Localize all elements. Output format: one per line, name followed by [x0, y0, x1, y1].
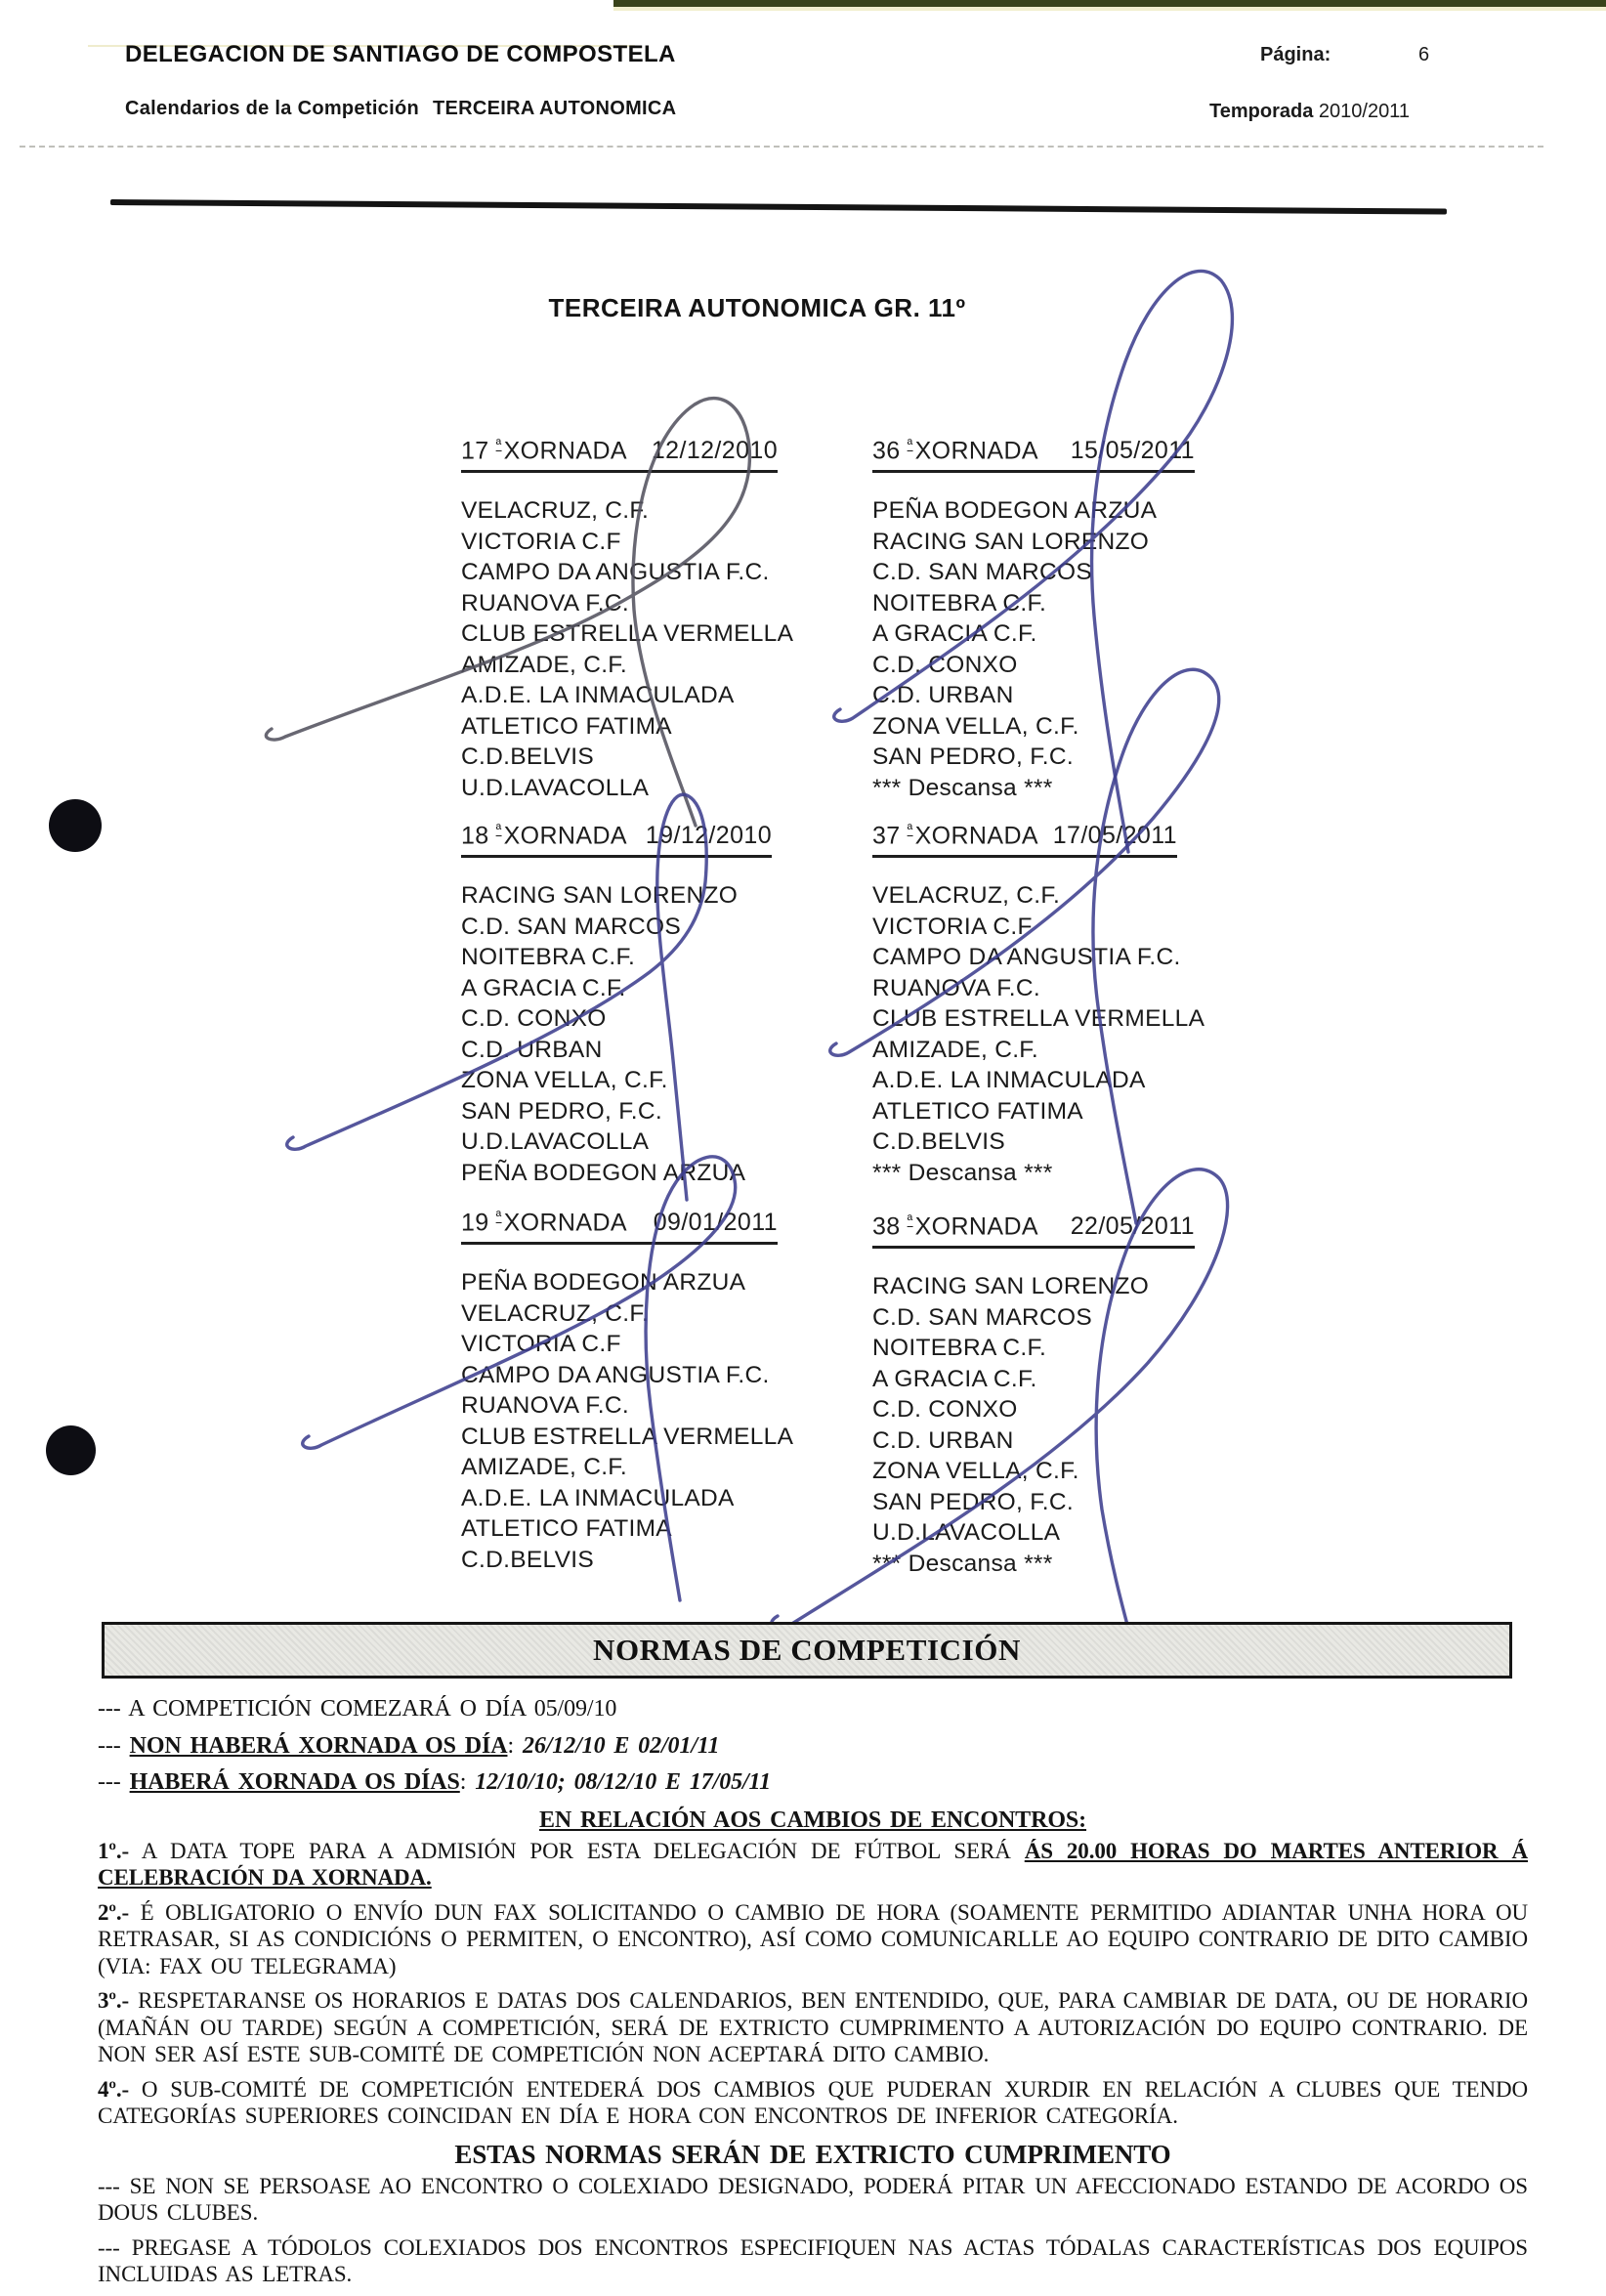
team-name: RACING SAN LORENZO	[872, 528, 1150, 555]
hole-punch	[46, 1425, 96, 1475]
fixture-label: XORNADA	[503, 437, 627, 465]
page-number-value: 6	[1418, 44, 1430, 65]
team-name: ZONA VELLA, C.F.	[872, 712, 1079, 740]
fixture-label: XORNADA	[503, 1209, 627, 1237]
fixture-block-18	[461, 822, 772, 1188]
team-name: PEÑA BODEGON ARZUA	[872, 497, 1158, 525]
team-name: C.D.BELVIS	[872, 1128, 1005, 1156]
norms-title-box	[102, 1622, 1512, 1679]
team-name: VICTORIA C.F	[461, 1331, 621, 1358]
team-name: C.D.BELVIS	[461, 1546, 594, 1573]
fixture-date: 15/05/2011	[1070, 437, 1195, 465]
competition-name: TERCEIRA AUTONOMICA	[433, 98, 677, 119]
fixture-label: XORNADA	[914, 822, 1038, 850]
hole-punch	[49, 799, 102, 852]
fixture-block-17	[461, 437, 794, 803]
fixture-label: XORNADA	[503, 822, 627, 850]
team-name: CLUB ESTRELLA VERMELLA	[461, 620, 794, 648]
team-name: A GRACIA C.F.	[872, 620, 1037, 648]
fixture-date: 22/05/2011	[1070, 1212, 1195, 1241]
team-name: PEÑA BODEGON ARZUA	[461, 1159, 746, 1186]
team-list	[872, 495, 1195, 803]
group-title: TERCEIRA AUTONOMICA GR. 11º	[548, 293, 966, 322]
team-name: ATLETICO FATIMA	[872, 1097, 1083, 1125]
team-name: VELACRUZ, C.F.	[461, 497, 650, 525]
team-name: C.D. SAN MARCOS	[461, 913, 682, 940]
fixture-title: 18 $^ª$XORNADA	[461, 822, 627, 850]
team-name: U.D.LAVACOLLA	[461, 1128, 650, 1156]
team-name: CAMPO DA ANGUSTIA F.C.	[872, 944, 1181, 971]
team-name: CAMPO DA ANGUSTIA F.C.	[461, 559, 770, 586]
team-name: C.D. URBAN	[872, 682, 1014, 709]
team-name: U.D.LAVACOLLA	[461, 774, 650, 801]
fixture-header	[872, 1212, 1195, 1249]
team-name: RUANOVA F.C.	[461, 589, 629, 617]
team-name: NOITEBRA C.F.	[461, 944, 636, 971]
team-name: VELACRUZ, C.F.	[461, 1299, 650, 1327]
team-name: NOITEBRA C.F.	[872, 589, 1047, 617]
team-name: U.D.LAVACOLLA	[872, 1519, 1061, 1547]
team-name: CLUB ESTRELLA VERMELLA	[872, 1005, 1205, 1033]
rule-bullet: --- HABERÁ XORNADA OS DÍAS: 12/10/10; 08/12/10 E 17/05/11	[98, 1769, 772, 1795]
team-name: SAN PEDRO, F.C.	[872, 744, 1074, 771]
competition-label: Calendarios de la Competición	[125, 98, 419, 119]
team-list	[872, 880, 1205, 1188]
team-name: SAN PEDRO, F.C.	[872, 1488, 1074, 1515]
fixture-label: XORNADA	[914, 437, 1038, 465]
team-name: A.D.E. LA INMACULADA	[461, 1484, 735, 1511]
season	[1209, 101, 1410, 123]
dashed-separator	[20, 146, 1543, 148]
team-name: SAN PEDRO, F.C.	[461, 1097, 662, 1125]
fixture-date: 12/12/2010	[651, 437, 778, 465]
team-name: AMIZADE, C.F.	[461, 1454, 627, 1481]
fixture-title: 36 $^ª$XORNADA	[872, 437, 1038, 465]
team-name: ZONA VELLA, C.F.	[872, 1458, 1079, 1485]
fixture-block-37	[872, 822, 1205, 1188]
rule-bullet: --- A COMPETICIÓN COMEZARÁ O DÍA 05/09/10	[98, 1696, 617, 1722]
team-name: RACING SAN LORENZO	[461, 882, 739, 910]
fixture-date: 09/01/2011	[653, 1209, 778, 1237]
rule-paragraph-3: 3º.- RESPETARANSE OS HORARIOS E DATAS DOS CALENDARIOS, BEN ENTENDIDO, QUE, PARA CAMBIAR DE DATA, OU DE HORARIO (MAÑÁN OU TARDE) SEGÚN A COMPETICIÓN, SERÁ DE EXTRICTO CUMPRIMENTO A AUTORIZACIÓN DO EQUIPO CONTRARIO. DE NON SER ASÍ ESTE SUB-COMITÉ DE COMPETICIÓN NON ACEPTARÁ DITO CAMBIO.	[98, 1988, 1528, 2066]
team-name: *** Descansa ***	[872, 774, 1053, 801]
norms-title: NORMAS DE COMPETICIÓN	[592, 1633, 1021, 1667]
team-name: C.D. SAN MARCOS	[872, 559, 1093, 586]
horizontal-rule	[110, 199, 1447, 215]
team-name: VICTORIA C.F	[461, 528, 621, 555]
scanner-edge-strip	[613, 0, 1606, 7]
fixture-title: 17 $^ª$XORNADA	[461, 437, 627, 465]
season-value: 2010/2011	[1318, 101, 1410, 122]
fixture-header	[461, 822, 772, 858]
rules-closing: ESTAS NORMAS SERÁN DE EXTRICTO CUMPRIMENTO	[454, 2139, 1171, 2169]
team-name: AMIZADE, C.F.	[461, 651, 627, 678]
rule-bullet: --- PREGASE A TÓDOLOS COLEXIADOS DOS ENCONTROS ESPECIFIQUEN NAS ACTAS TÓDALAS CARACTERÍSTICAS DOS EQUIPOS INCLUIDAS AS LETRAS.	[98, 2234, 1528, 2286]
fixture-title: 19 $^ª$XORNADA	[461, 1209, 627, 1237]
team-name: AMIZADE, C.F.	[872, 1036, 1038, 1063]
team-name: CLUB ESTRELLA VERMELLA	[461, 1423, 794, 1450]
team-name: RUANOVA F.C.	[461, 1392, 629, 1420]
fixture-title: 37 $^ª$XORNADA	[872, 822, 1038, 850]
team-list	[461, 495, 794, 803]
rule-paragraph-2: 2º.- É OBLIGATORIO O ENVÍO DUN FAX SOLICITANDO O CAMBIO DE HORA (SOAMENTE PERMITIDO ADIANTAR UNHA HORA OU RETRASAR, SI AS CONDICIÓNS O PERMITEN, O ENCONTRO), ASÍ COMO COMUNICARLLE AO EQUIPO CONTRARIO DE DITO CAMBIO (VIA: FAX OU TELEGRAMA)	[98, 1899, 1528, 1978]
fixture-date: 19/12/2010	[645, 822, 772, 850]
team-name: C.D. URBAN	[461, 1036, 603, 1063]
team-name: A.D.E. LA INMACULADA	[461, 682, 735, 709]
team-name: ZONA VELLA, C.F.	[461, 1067, 668, 1094]
team-name: PEÑA BODEGON ARZUA	[461, 1269, 746, 1297]
rules-subheading: EN RELACIÓN AOS CAMBIOS DE ENCONTROS:	[538, 1807, 1087, 1833]
team-name: C.D. CONXO	[872, 651, 1018, 678]
team-name: ATLETICO FATIMA	[461, 712, 672, 740]
team-list	[872, 1271, 1195, 1579]
team-name: A GRACIA C.F.	[461, 974, 626, 1001]
rule-bullet: --- NON HABERÁ XORNADA OS DÍA: 26/12/10 E 02/01/11	[98, 1732, 720, 1759]
fixture-block-19	[461, 1209, 794, 1575]
team-name: ATLETICO FATIMA	[461, 1515, 672, 1543]
competition-subtitle	[125, 98, 676, 120]
team-name: RUANOVA F.C.	[872, 974, 1040, 1001]
team-list	[461, 1267, 794, 1575]
team-name: RACING SAN LORENZO	[872, 1273, 1150, 1300]
fixture-header	[461, 437, 778, 473]
team-list	[461, 880, 772, 1188]
rules-section	[98, 1696, 1528, 2296]
team-name: A GRACIA C.F.	[872, 1365, 1037, 1392]
team-name: NOITEBRA C.F.	[872, 1335, 1047, 1362]
team-name: *** Descansa ***	[872, 1159, 1053, 1186]
team-name: VICTORIA C.F	[872, 913, 1033, 940]
fixture-date: 17/05/2011	[1052, 822, 1177, 850]
team-name: C.D. CONXO	[872, 1396, 1018, 1424]
team-name: C.D. SAN MARCOS	[872, 1303, 1093, 1331]
page-number-label: Página:	[1260, 44, 1331, 65]
fixture-label: XORNADA	[914, 1212, 1038, 1241]
team-name: C.D.BELVIS	[461, 744, 594, 771]
team-name: VELACRUZ, C.F.	[872, 882, 1061, 910]
fixture-block-38	[872, 1212, 1195, 1579]
team-name: CAMPO DA ANGUSTIA F.C.	[461, 1361, 770, 1388]
fixture-block-36	[872, 437, 1195, 803]
team-name: C.D. CONXO	[461, 1005, 607, 1033]
rule-bullet: --- SE NON SE PERSOASE AO ENCONTRO O COLEXIADO DESIGNADO, PODERÁ PITAR UN AFECCIONADO ESTANDO DE ACORDO OS DOUS CLUBES.	[98, 2173, 1529, 2225]
delegation-title: DELEGACION DE SANTIAGO DE COMPOSTELA	[125, 41, 676, 67]
team-name: A.D.E. LA INMACULADA	[872, 1067, 1146, 1094]
fixture-title: 38 $^ª$XORNADA	[872, 1212, 1038, 1241]
rule-paragraph-1: 1º.- A DATA TOPE PARA A ADMISIÓN POR ESTA DELEGACIÓN DE FÚTBOL SERÁ ÁS 20.00 HORAS DO MARTES ANTERIOR Á CELEBRACIÓN DA XORNADA.	[98, 1838, 1528, 1890]
team-name: C.D. URBAN	[872, 1426, 1014, 1454]
scanner-edge-strip-pale	[613, 7, 1606, 11]
fixture-header	[872, 822, 1177, 858]
fixture-header	[872, 437, 1195, 473]
team-name: *** Descansa ***	[872, 1550, 1053, 1577]
season-label: Temporada	[1209, 101, 1314, 122]
fixture-header	[461, 1209, 778, 1245]
rule-paragraph-4: 4º.- O SUB-COMITÉ DE COMPETICIÓN ENTEDERÁ DOS CAMBIOS QUE PUDERAN XURDIR EN RELACIÓN A CLUBES QUE TENDO CATEGORÍAS SUPERIORES COINCIDAN EN DÍA E HORA CON ENCONTROS DE INFERIOR CATEGORÍA.	[98, 2076, 1528, 2128]
